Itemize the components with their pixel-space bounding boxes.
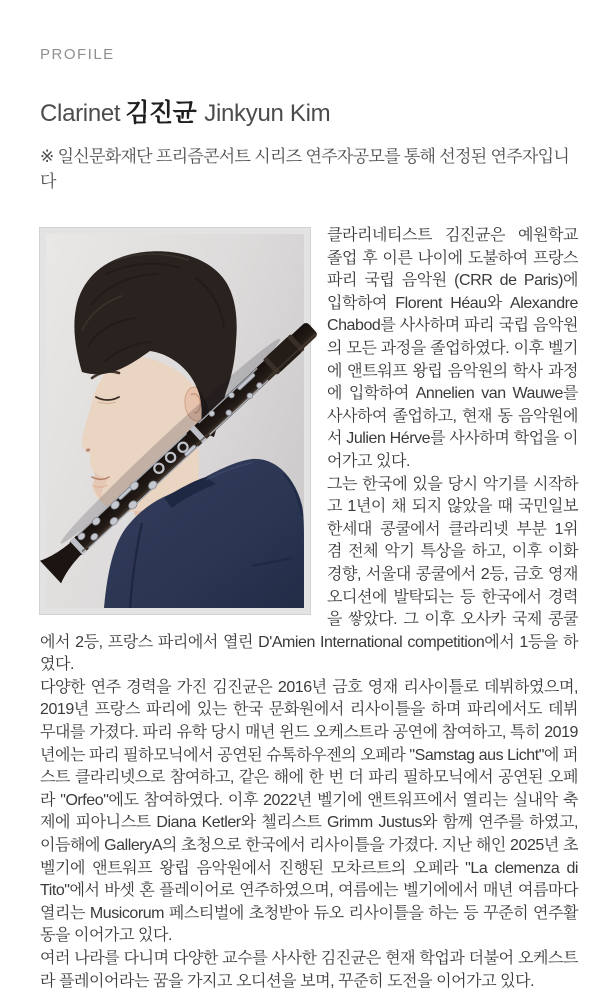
title-name-english: Jinkyun Kim bbox=[204, 100, 331, 127]
bio-paragraph: 여러 나라를 다니며 다양한 교수를 사사한 김진균은 현재 학업과 더불어 오케스트라 플레이어라는 꿈을 가지고 오디션을 보며, 꾸준히 도전을 이어가고 있다. bbox=[40, 950, 578, 990]
title-name-korean: 김진균 bbox=[125, 99, 197, 127]
photo-vignette bbox=[46, 234, 304, 608]
bio-paragraph: 그는 한국에 있을 당시 악기를 시작하고 1년이 채 되지 않았을 때 국민일보 한세대 콩쿨에서 클라리넷 부분 1위 겸 전체 악기 특상을 하고, 이후 이화 경향, 서울대 콩쿨에서 2등, 금호 영재 오디션에 발탁되는 등 한국에서 경력을 쌓았다. 그 이후 오사카 국제 콩쿨에서 2등, 프랑스 파리에서 열린 D'Amien International competition에서 1등을 하였다. bbox=[40, 475, 578, 674]
title-instrument: Clarinet bbox=[40, 100, 121, 127]
artist-photo bbox=[40, 228, 310, 614]
bio-paragraph: 클라리네티스트 김진균은 예원학교 졸업 후 이른 나이에 도불하여 프랑스 파리 국립 음악원 (CRR de Paris)에 입학하여 Florent Héau와 Alexandre Chabod를 사사하며 파리 국립 음악원의 모든 과정을 졸업하였다. 이후 벨기에 앤트워프 왕립 음악원의 학사 과정에 입학하여 Annelien van Wauwe를 사사하여 졸업하고, 현재 동 음악원에서 Julien Hérve를 사사하며 학업을 이어가고 있다. bbox=[327, 227, 578, 470]
bio-paragraph: 다양한 연주 경력을 가진 김진균은 2016년 금호 영재 리사이틀로 데뷔하였으며, 2019년 프랑스 파리에 있는 한국 문화원에서 리사이틀을 하며 파리에서도 데뷔 무대를 가졌다. 파리 유학 당시 매년 윈드 오케스트라 공연에 참여하고, 특히 2019년에는 파리 필하모닉에서 공연된 슈톡하우젠의 오페라 "Samstag aus Licht"에 퍼스트 클라리넷으로 참여하고, 같은 해에 한 번 더 파리 필하모닉에서 공연된 오페라 "Orfeo"에도 참여하였다. 이후 2022년 벨기에 앤트워프에서 열리는 실내악 축제에 피아니스트 Diana Ketler와 첼리스트 Grimm Justus와 함께 연주를 하였고, 이듬해에 GalleryA의 초청으로 한국에서 리사이틀을 가졌다. 지난 해인 2025년 초 벨기에 앤트워프 왕립 음악원에서 진행된 모차르트의 오페라 "La clemenza di Tito"에서 바셋 혼 플레이어로 연주하였으며, 여름에는 벨기에에서 매년 여름마다 열리는 Musicorum 페스티벌에 초청받아 듀오 리사이틀을 하는 등 꾸준히 연주활동을 이어가고 있다. bbox=[40, 678, 578, 945]
portrait-illustration bbox=[46, 234, 304, 608]
page-title bbox=[40, 93, 578, 129]
selection-notice: ※ 일신문화재단 프리즘콘서트 시리즈 연주자공모를 통해 선정된 연주자입니다 bbox=[40, 147, 570, 191]
biography-section bbox=[40, 225, 578, 993]
section-label: PROFILE bbox=[40, 46, 115, 63]
